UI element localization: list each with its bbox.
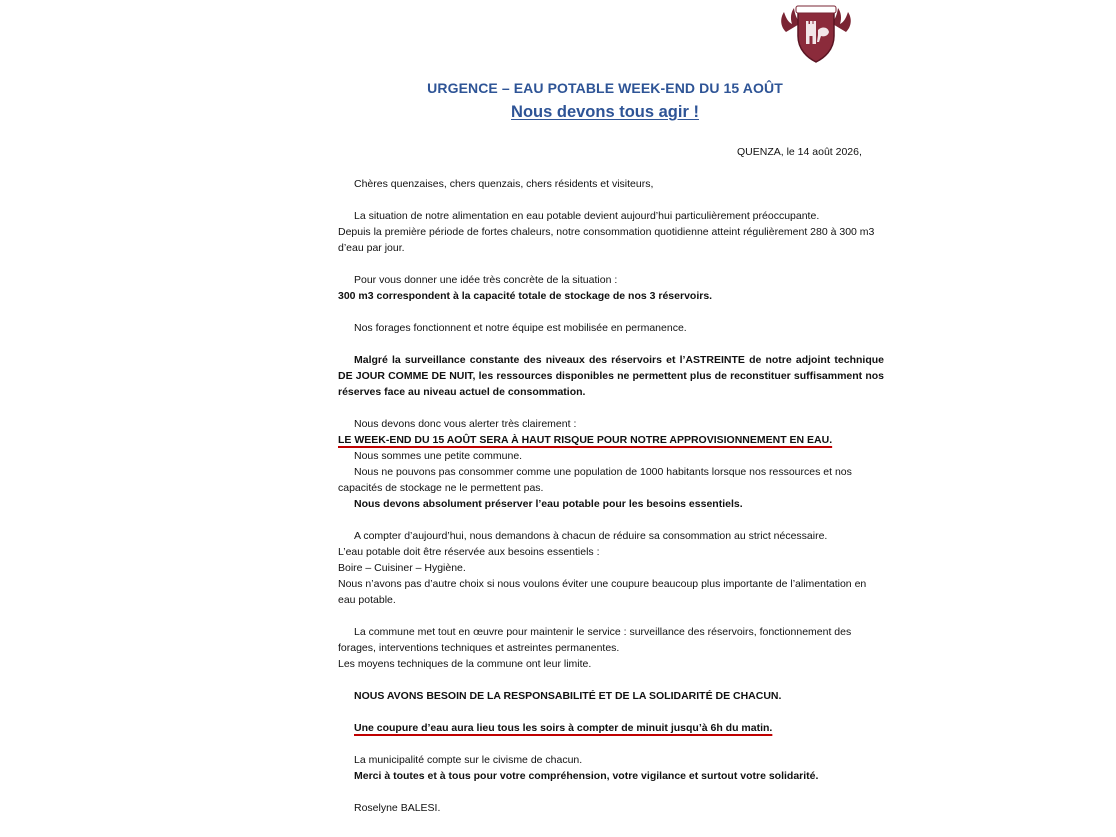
paragraph-10: La municipalité compte sur le civisme de chacun.: [354, 754, 583, 766]
paragraph-1: La situation de notre alimentation en eau potable devient aujourd’hui particulièrement préoccupante.: [354, 210, 820, 222]
signature: Roselyne BALESI.: [354, 802, 441, 814]
paragraph-6: A compter d’aujourd’hui, nous demandons à chacun de réduire sa consommation au strict nécessaire.: [354, 530, 828, 542]
paragraph-5c: Nous devons absolument préserver l’eau potable pour les besoins essentiels.: [354, 498, 743, 510]
paragraph-2b: 300 m3 correspondent à la capacité totale de stockage de nos 3 réservoirs.: [338, 290, 713, 302]
paragraph-7: La commune met tout en œuvre pour maintenir le service : surveillance des réservoirs, fonctionnement des forages, interventions techniques et astreintes permanentes.: [338, 626, 852, 654]
paragraph-6b: Boire – Cuisiner – Hygiène.: [338, 562, 466, 574]
alert-line: LE WEEK-END DU 15 AOÛT SERA À HAUT RISQUE POUR NOTRE APPROVISIONNEMENT EN EAU.: [338, 434, 833, 446]
paragraph-1b: Depuis la première période de fortes chaleurs, notre consommation quotidienne atteint régulièrement 280 à 300 m3 d’eau par jour.: [338, 226, 875, 254]
greeting: Chères quenzaises, chers quenzais, chers résidents et visiteurs,: [354, 178, 654, 190]
page-title: URGENCE – EAU POTABLE WEEK-END DU 15 AOÛT: [427, 80, 783, 96]
paragraph-10a: Merci à toutes et à tous pour votre compréhension, votre vigilance et surtout votre solidarité.: [354, 770, 819, 782]
cutoff-notice: Une coupure d’eau aura lieu tous les soirs à compter de minuit jusqu’à 6h du matin.: [354, 722, 773, 734]
paragraph-3: Nos forages fonctionnent et notre équipe est mobilisée en permanence.: [354, 322, 687, 334]
paragraph-2: Pour vous donner une idée très concrète de la situation :: [354, 274, 618, 286]
paragraph-5a: Nous sommes une petite commune.: [354, 450, 523, 462]
dateline: QUENZA, le 14 août 2026,: [737, 146, 862, 158]
letter-body: [338, 176, 884, 816]
page-subtitle: Nous devons tous agir !: [511, 103, 699, 121]
paragraph-4: Malgré la surveillance constante des niveaux des réservoirs et l’ASTREINTE de notre adjoint technique DE JOUR COMME DE NUIT, les ressources disponibles ne permettent plus de reconstituer suffisamment nos réserves face au niveau actuel de consommation.: [338, 354, 884, 398]
paragraph-5b: Nous ne pouvons pas consommer comme une population de 1000 habitants lorsque nos ressources et nos capacités de stockage ne le permettent pas.: [338, 466, 852, 494]
paragraph-6c: Nous n’avons pas d’autre choix si nous voulons éviter une coupure beaucoup plus importante de l’alimentation en eau potable.: [338, 578, 867, 606]
paragraph-8: NOUS AVONS BESOIN DE LA RESPONSABILITÉ ET DE LA SOLIDARITÉ DE CHACUN.: [354, 690, 782, 702]
paragraph-6a: L’eau potable doit être réservée aux besoins essentiels :: [338, 546, 600, 558]
paragraph-5: Nous devons donc vous alerter très clairement :: [354, 418, 577, 430]
paragraph-7a: Les moyens techniques de la commune ont leur limite.: [338, 658, 592, 670]
commune-crest-logo: [776, 2, 856, 66]
